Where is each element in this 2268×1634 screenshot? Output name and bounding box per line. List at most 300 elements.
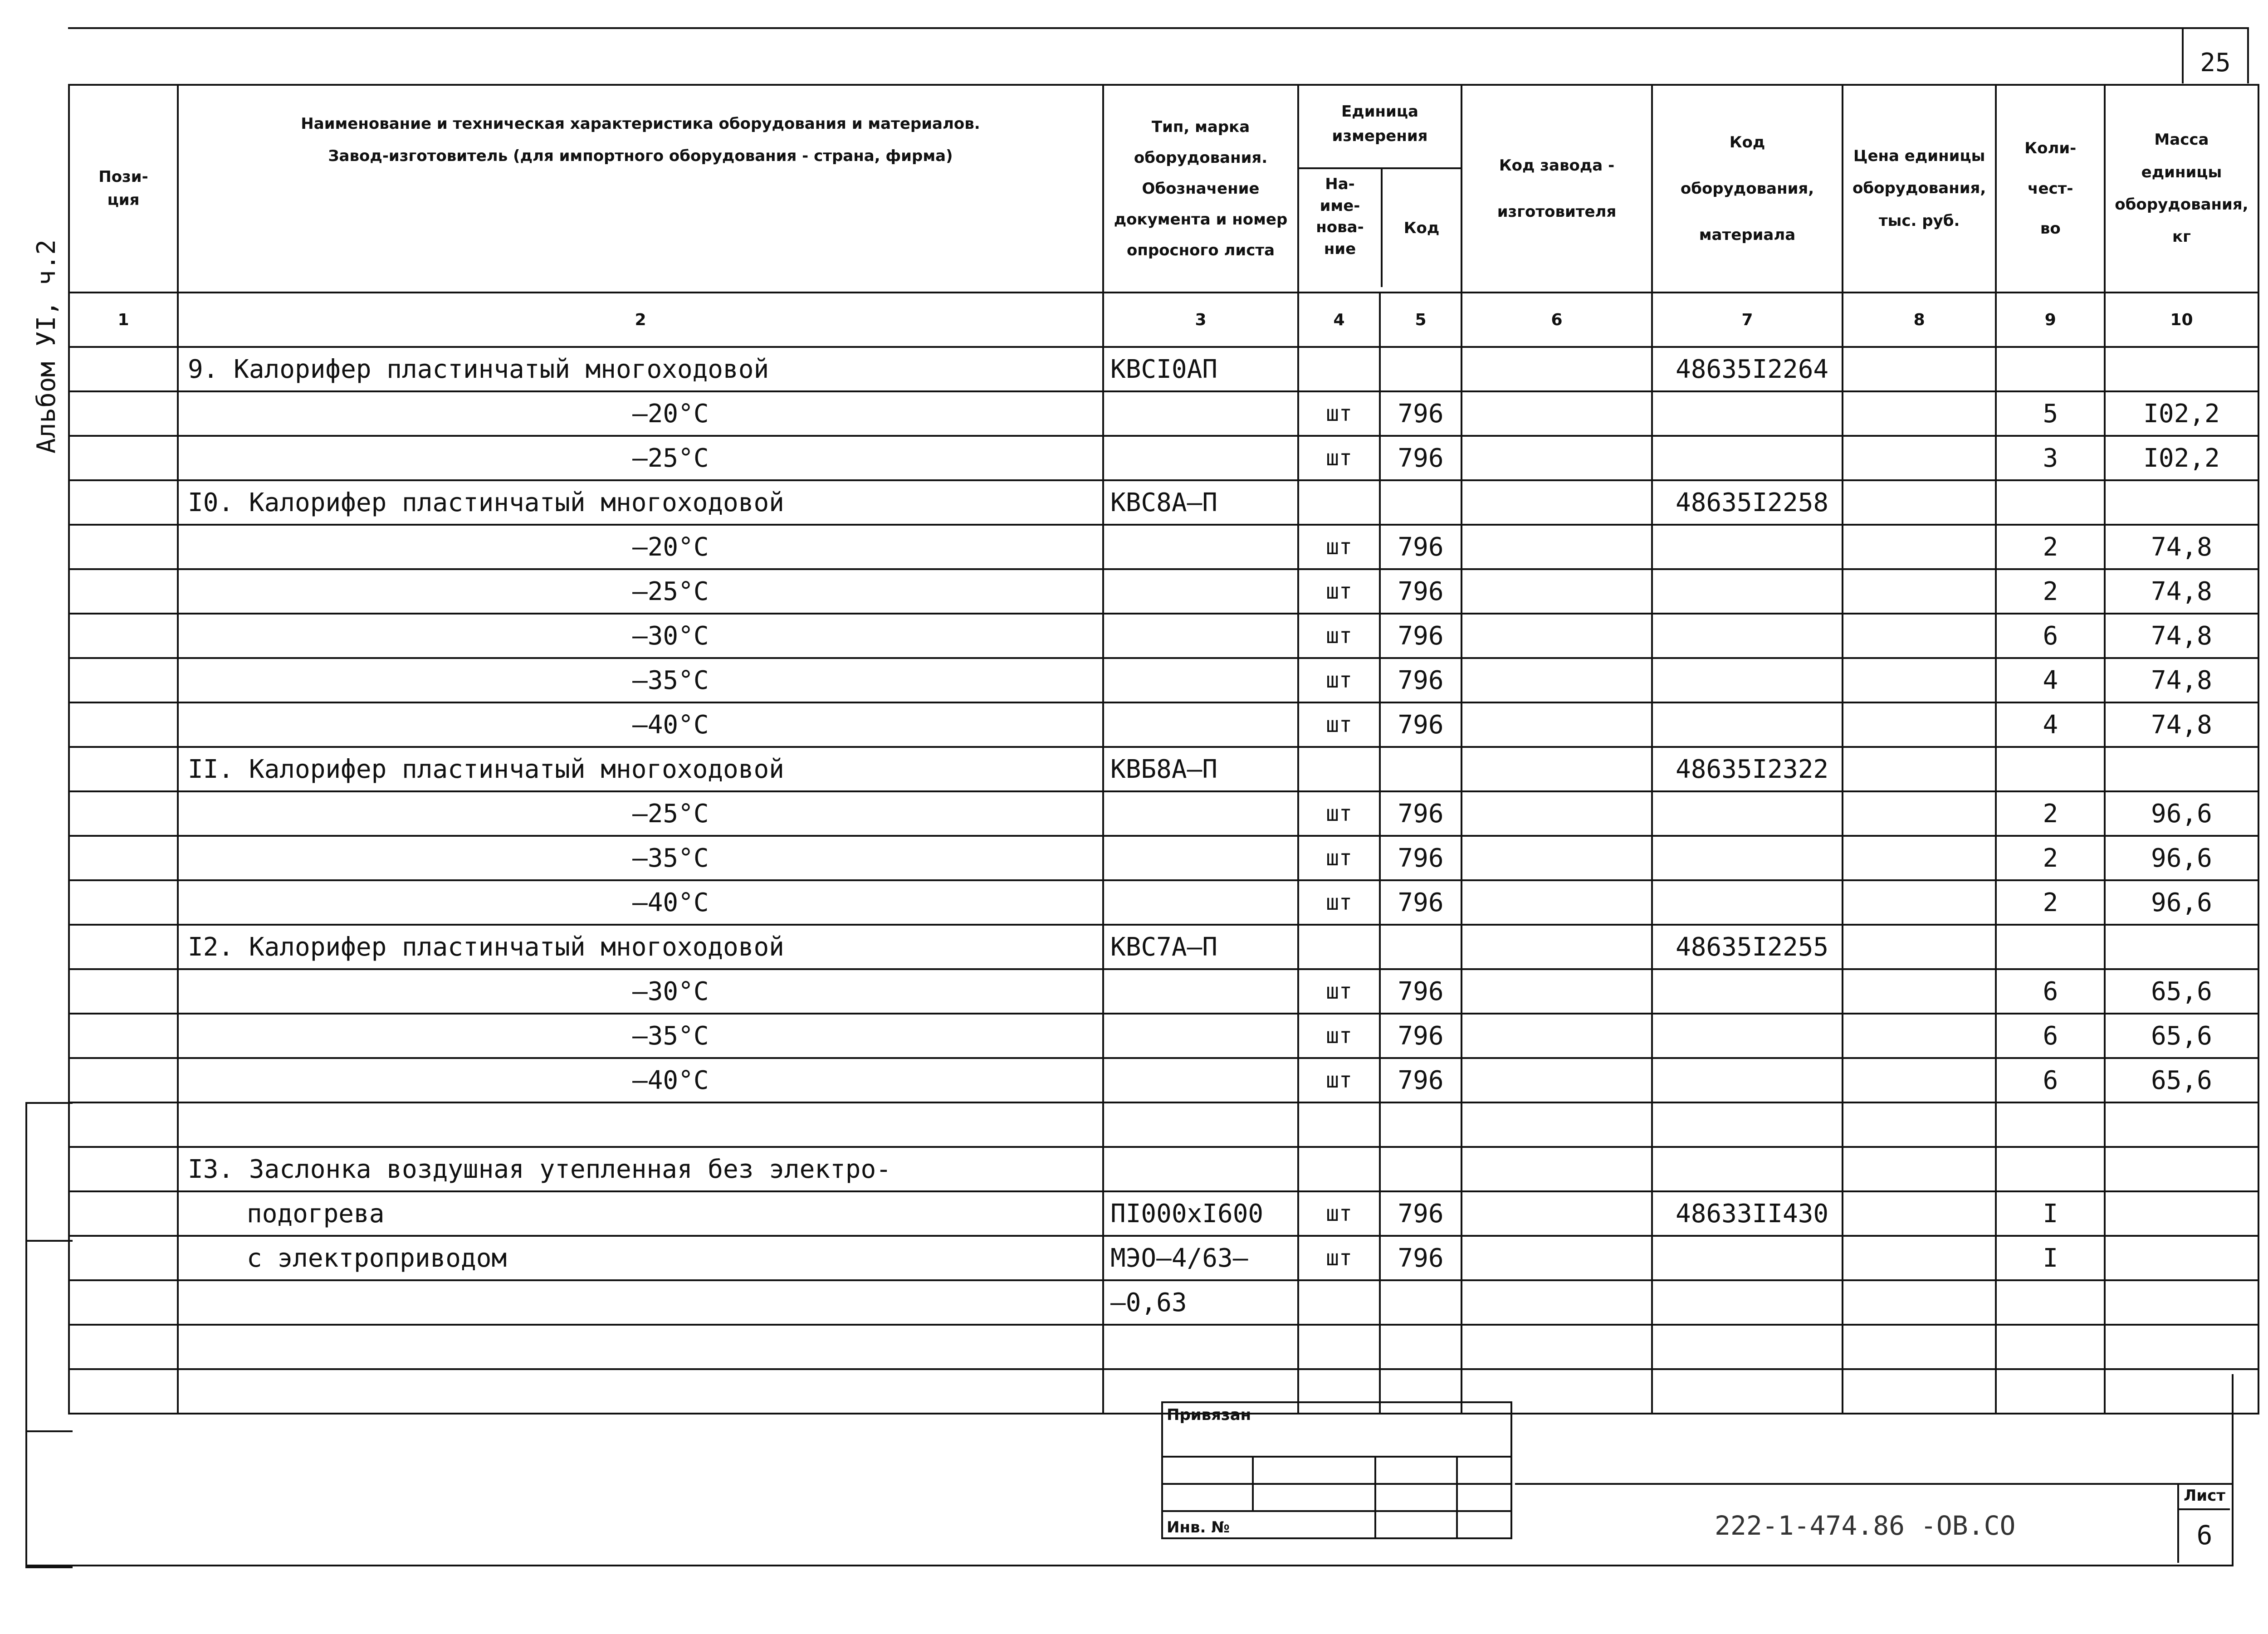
table-cell-equipment-code <box>1652 1014 1843 1058</box>
table-row <box>69 1236 2258 1280</box>
table-cell-name <box>178 747 1103 791</box>
table-cell-unit-name <box>1298 925 1380 969</box>
table-cell-price <box>1843 1058 1996 1102</box>
table-cell-name <box>178 1280 1103 1325</box>
table-cell-name-text: II. Калорифер пластинчатый многоходовой <box>188 754 784 784</box>
table-cell-unit-name <box>1298 614 1380 658</box>
table-cell-unit-code <box>1380 347 1461 391</box>
table-cell-mass <box>2105 525 2258 569</box>
table-cell-unit-name <box>1298 880 1380 925</box>
table-cell-quantity-text: 2 <box>2043 799 2058 829</box>
table-cell-price <box>1843 836 1996 880</box>
table-cell-unit-name-text: шт <box>1326 1245 1352 1271</box>
column-number: 5 <box>1380 293 1461 347</box>
table-cell-price <box>1843 1280 1996 1325</box>
table-cell-manufacturer-code <box>1461 747 1652 791</box>
table-cell-name <box>178 791 1103 836</box>
table-cell-mass <box>2105 1014 2258 1058</box>
table-cell-equipment-code <box>1652 347 1843 391</box>
table-cell-name <box>178 836 1103 880</box>
table-cell-quantity <box>1996 1147 2105 1191</box>
table-cell-unit-code <box>1380 1147 1461 1191</box>
table-cell-quantity <box>1996 791 2105 836</box>
table-cell-manufacturer-code <box>1461 1058 1652 1102</box>
table-cell-name-text: –20°С <box>632 532 709 562</box>
document-code: 222-1-474.86 -ОВ.СО <box>1715 1510 2016 1541</box>
table-row <box>69 1058 2258 1102</box>
table-cell-unit-name-text: шт <box>1326 1068 1352 1093</box>
top-frame-line <box>68 27 2182 29</box>
table-cell-mass-text: 74,8 <box>2151 576 2212 606</box>
table-cell-mass-text: 74,8 <box>2151 710 2212 740</box>
table-cell-unit-code <box>1380 391 1461 436</box>
table-cell-unit-name <box>1298 1191 1380 1236</box>
table-cell-mass <box>2105 747 2258 791</box>
table-cell-unit-name-text: шт <box>1326 890 1352 915</box>
table-cell-unit-code <box>1380 1236 1461 1280</box>
table-cell-mass <box>2105 1102 2258 1147</box>
table-cell-unit-code-text: 796 <box>1398 799 1444 829</box>
header-unit-code: Код <box>1403 219 1440 237</box>
table-cell-mass <box>2105 1325 2258 1369</box>
table-cell-unit-code-text: 796 <box>1398 710 1444 740</box>
table-cell-manufacturer-code <box>1461 569 1652 614</box>
table-cell-quantity <box>1996 836 2105 880</box>
table-cell-unit-name <box>1298 525 1380 569</box>
table-cell-unit-name <box>1298 1147 1380 1191</box>
table-cell-price <box>1843 347 1996 391</box>
page-corner-number-box <box>2182 27 2249 83</box>
table-cell-mass <box>2105 1147 2258 1191</box>
table-cell-quantity-text: 6 <box>2043 976 2058 1006</box>
table-cell-mass <box>2105 1280 2258 1325</box>
table-cell-name <box>178 1014 1103 1058</box>
table-cell-name <box>178 614 1103 658</box>
table-cell-unit-name <box>1298 1014 1380 1058</box>
table-cell-mass <box>2105 569 2258 614</box>
table-cell-type <box>1103 791 1298 836</box>
table-row <box>69 525 2258 569</box>
table-cell-unit-name-text: шт <box>1326 712 1352 737</box>
table-cell-name <box>178 880 1103 925</box>
column-number: 4 <box>1298 293 1380 347</box>
table-cell-equipment-code <box>1652 1191 1843 1236</box>
table-cell-type <box>1103 480 1298 525</box>
table-cell-quantity-text: I <box>2043 1199 2058 1229</box>
table-cell-price <box>1843 569 1996 614</box>
table-cell-type-text: КВСI0АП <box>1110 354 1218 384</box>
table-cell-name <box>178 658 1103 702</box>
table-cell-unit-name-text: шт <box>1326 1201 1352 1226</box>
table-cell-type <box>1103 1014 1298 1058</box>
table-cell-unit-name-text: шт <box>1326 579 1352 604</box>
table-cell-unit-code-text: 796 <box>1398 1065 1444 1095</box>
table-row <box>69 1325 2258 1369</box>
table-cell-type <box>1103 1236 1298 1280</box>
column-number: 10 <box>2105 293 2258 347</box>
table-cell-name <box>178 391 1103 436</box>
table-cell-type <box>1103 1147 1298 1191</box>
table-cell-name <box>178 1147 1103 1191</box>
table-cell-type <box>1103 880 1298 925</box>
table-cell-name <box>178 1058 1103 1102</box>
table-cell-unit-code <box>1380 1014 1461 1058</box>
table-cell-unit-name <box>1298 391 1380 436</box>
table-cell-equipment-code <box>1652 436 1843 480</box>
table-cell-unit-name <box>1298 658 1380 702</box>
table-cell-name-text: I3. Заслонка воздушная утепленная без электро- <box>188 1154 891 1184</box>
table-cell-name-text: –25°С <box>632 576 709 606</box>
table-row <box>69 436 2258 480</box>
table-cell-manufacturer-code <box>1461 436 1652 480</box>
table-cell-quantity <box>1996 1058 2105 1102</box>
table-cell-unit-name <box>1298 436 1380 480</box>
table-cell-position <box>69 1102 178 1147</box>
table-cell-unit-name <box>1298 1102 1380 1147</box>
column-number: 9 <box>1996 293 2105 347</box>
table-cell-unit-code <box>1380 925 1461 969</box>
table-row <box>69 1147 2258 1191</box>
table-cell-quantity <box>1996 747 2105 791</box>
table-cell-price <box>1843 1102 1996 1147</box>
table-cell-name <box>178 702 1103 747</box>
table-cell-position <box>69 1280 178 1325</box>
header-manufacturer-code: Код завода - изготовителя <box>1461 85 1652 293</box>
table-cell-equipment-code-text: 48633II430 <box>1676 1199 1829 1229</box>
table-cell-name-text: –35°С <box>632 665 709 695</box>
table-cell-unit-code-text: 796 <box>1398 976 1444 1006</box>
column-number: 6 <box>1461 293 1652 347</box>
table-row <box>69 658 2258 702</box>
table-cell-price <box>1843 1236 1996 1280</box>
table-cell-unit-code <box>1380 1058 1461 1102</box>
table-cell-equipment-code <box>1652 969 1843 1014</box>
table-cell-name-text: –25°С <box>632 799 709 829</box>
table-cell-quantity <box>1996 569 2105 614</box>
table-cell-name-text: с электроприводом <box>247 1243 507 1273</box>
table-cell-quantity <box>1996 1191 2105 1236</box>
table-cell-position <box>69 391 178 436</box>
table-cell-quantity <box>1996 436 2105 480</box>
table-cell-unit-code-text: 796 <box>1398 843 1444 873</box>
table-cell-unit-code-text: 796 <box>1398 532 1444 562</box>
table-cell-equipment-code <box>1652 925 1843 969</box>
table-row <box>69 791 2258 836</box>
table-cell-type <box>1103 658 1298 702</box>
table-cell-unit-code-text: 796 <box>1398 888 1444 917</box>
table-cell-unit-name-text: шт <box>1326 1023 1352 1049</box>
table-cell-quantity-text: 5 <box>2043 399 2058 429</box>
side-label: Альбом УI, ч.2 <box>32 239 61 454</box>
table-cell-manufacturer-code <box>1461 1325 1652 1369</box>
table-cell-type-text: ПI000хI600 <box>1110 1199 1264 1229</box>
table-cell-type <box>1103 347 1298 391</box>
table-cell-manufacturer-code <box>1461 1014 1652 1058</box>
column-number: 2 <box>178 293 1103 347</box>
table-cell-quantity <box>1996 925 2105 969</box>
sheet-number: 6 <box>2196 1520 2213 1551</box>
column-number: 3 <box>1103 293 1298 347</box>
table-row <box>69 969 2258 1014</box>
table-cell-unit-name <box>1298 569 1380 614</box>
table-cell-equipment-code-text: 48635I2255 <box>1676 932 1829 962</box>
table-cell-name <box>178 569 1103 614</box>
header-unit-name: На- име- нова- ние <box>1299 169 1383 287</box>
page-corner-number: 25 <box>2200 48 2231 78</box>
table-cell-equipment-code <box>1652 391 1843 436</box>
table-cell-mass-text: 96,6 <box>2151 799 2212 829</box>
table-row <box>69 702 2258 747</box>
table-cell-mass <box>2105 702 2258 747</box>
table-cell-position <box>69 1191 178 1236</box>
table-cell-unit-name <box>1298 1280 1380 1325</box>
table-cell-quantity <box>1996 1325 2105 1369</box>
table-cell-name <box>178 480 1103 525</box>
table-cell-quantity-text: 6 <box>2043 1065 2058 1095</box>
table-cell-unit-name-text: шт <box>1326 401 1352 426</box>
sheet-label: Лист <box>2179 1483 2230 1510</box>
table-cell-manufacturer-code <box>1461 347 1652 391</box>
table-cell-type <box>1103 1280 1298 1325</box>
table-cell-equipment-code <box>1652 747 1843 791</box>
table-cell-unit-name-text: шт <box>1326 668 1352 693</box>
table-cell-mass <box>2105 880 2258 925</box>
table-cell-unit-code <box>1380 569 1461 614</box>
table-cell-unit-name <box>1298 747 1380 791</box>
column-number: 7 <box>1652 293 1843 347</box>
table-cell-equipment-code <box>1652 569 1843 614</box>
table-cell-manufacturer-code <box>1461 702 1652 747</box>
table-cell-position <box>69 658 178 702</box>
table-cell-unit-code <box>1380 480 1461 525</box>
table-cell-type <box>1103 702 1298 747</box>
table-cell-unit-code <box>1380 1102 1461 1147</box>
table-cell-equipment-code-text: 48635I2258 <box>1676 488 1829 517</box>
table-cell-name-text: –35°С <box>632 1021 709 1051</box>
table-cell-unit-code-text: 796 <box>1398 1199 1444 1229</box>
table-cell-mass-text: 65,6 <box>2151 1065 2212 1095</box>
table-cell-price <box>1843 702 1996 747</box>
stamp-privyazan: Привязан <box>1162 1402 1511 1457</box>
table-cell-type <box>1103 525 1298 569</box>
table-cell-equipment-code <box>1652 1147 1843 1191</box>
table-cell-position <box>69 969 178 1014</box>
table-cell-equipment-code <box>1652 791 1843 836</box>
table-cell-position <box>69 747 178 791</box>
table-cell-name-text: I0. Калорифер пластинчатый многоходовой <box>188 488 784 517</box>
table-cell-unit-code <box>1380 525 1461 569</box>
table-cell-position <box>69 436 178 480</box>
table-cell-unit-code-text: 796 <box>1398 576 1444 606</box>
table-cell-quantity <box>1996 391 2105 436</box>
table-cell-mass <box>2105 925 2258 969</box>
stamp-table <box>1161 1401 1512 1539</box>
table-cell-manufacturer-code <box>1461 1102 1652 1147</box>
column-number-row <box>69 293 2258 347</box>
table-cell-name <box>178 969 1103 1014</box>
table-cell-mass-text: I02,2 <box>2143 399 2220 429</box>
table-cell-unit-name <box>1298 969 1380 1014</box>
table-cell-quantity <box>1996 347 2105 391</box>
header-position: Пози- ция <box>69 85 178 293</box>
table-cell-quantity <box>1996 702 2105 747</box>
table-cell-quantity <box>1996 1102 2105 1147</box>
header-name: Наименование и техническая характеристика оборудования и материалов. Завод-изготовитель (для импортного оборудования - страна, фирма) <box>178 85 1103 293</box>
table-cell-type <box>1103 925 1298 969</box>
table-cell-unit-name <box>1298 791 1380 836</box>
table-cell-equipment-code <box>1652 480 1843 525</box>
table-cell-type-text: –0,63 <box>1110 1288 1187 1317</box>
table-row <box>69 569 2258 614</box>
table-cell-mass-text: 96,6 <box>2151 843 2212 873</box>
table-cell-unit-code <box>1380 969 1461 1014</box>
table-cell-manufacturer-code <box>1461 880 1652 925</box>
table-cell-mass-text: 74,8 <box>2151 665 2212 695</box>
table-cell-unit-code <box>1380 836 1461 880</box>
table-cell-manufacturer-code <box>1461 480 1652 525</box>
table-cell-unit-name-text: шт <box>1326 534 1352 560</box>
column-number: 8 <box>1843 293 1996 347</box>
table-cell-type <box>1103 614 1298 658</box>
table-cell-price <box>1843 880 1996 925</box>
table-cell-mass <box>2105 658 2258 702</box>
header-quantity: Коли- чест- во <box>1996 85 2105 293</box>
table-cell-name-text: –40°С <box>632 1065 709 1095</box>
table-cell-manufacturer-code <box>1461 969 1652 1014</box>
table-cell-unit-name <box>1298 347 1380 391</box>
table-cell-equipment-code <box>1652 1236 1843 1280</box>
table-cell-equipment-code <box>1652 836 1843 880</box>
table-cell-unit-name-text: шт <box>1326 845 1352 871</box>
table-cell-quantity <box>1996 969 2105 1014</box>
table-cell-name <box>178 1325 1103 1369</box>
table-cell-unit-name <box>1298 1058 1380 1102</box>
table-cell-quantity-text: 2 <box>2043 532 2058 562</box>
table-cell-equipment-code-text: 48635I2264 <box>1676 354 1829 384</box>
stamp-separator <box>1515 1483 2232 1485</box>
table-row <box>69 747 2258 791</box>
table-cell-position <box>69 836 178 880</box>
table-cell-unit-code <box>1380 658 1461 702</box>
table-cell-mass <box>2105 969 2258 1014</box>
table-cell-manufacturer-code <box>1461 1191 1652 1236</box>
table-cell-mass-text: 74,8 <box>2151 532 2212 562</box>
table-cell-name-text: 9. Калорифер пластинчатый многоходовой <box>188 354 769 384</box>
table-cell-price <box>1843 480 1996 525</box>
table-cell-name <box>178 1191 1103 1236</box>
table-cell-quantity-text: 2 <box>2043 843 2058 873</box>
table-cell-equipment-code <box>1652 1280 1843 1325</box>
table-cell-position <box>69 1325 178 1369</box>
table-cell-type <box>1103 1102 1298 1147</box>
table-cell-equipment-code-text: 48635I2322 <box>1676 754 1829 784</box>
table-cell-unit-code <box>1380 791 1461 836</box>
table-cell-position <box>69 614 178 658</box>
table-cell-mass-text: 74,8 <box>2151 621 2212 651</box>
table-cell-manufacturer-code <box>1461 1280 1652 1325</box>
table-cell-price <box>1843 614 1996 658</box>
table-cell-name <box>178 347 1103 391</box>
table-cell-equipment-code <box>1652 1325 1843 1369</box>
table-cell-price <box>1843 525 1996 569</box>
table-cell-name-text: –30°С <box>632 976 709 1006</box>
table-cell-manufacturer-code <box>1461 525 1652 569</box>
table-cell-unit-code <box>1380 1325 1461 1369</box>
table-row <box>69 1014 2258 1058</box>
table-cell-equipment-code <box>1652 1102 1843 1147</box>
table-cell-type-text: КВС7А–П <box>1110 932 1218 962</box>
table-cell-name-text: I2. Калорифер пластинчатый многоходовой <box>188 932 784 962</box>
table-cell-type-text: КВС8А–П <box>1110 488 1218 517</box>
table-cell-mass <box>2105 436 2258 480</box>
table-cell-name-text: подогрева <box>247 1199 385 1229</box>
table-cell-price <box>1843 969 1996 1014</box>
table-cell-quantity <box>1996 480 2105 525</box>
table-cell-unit-code-text: 796 <box>1398 1243 1444 1273</box>
table-cell-type <box>1103 1325 1298 1369</box>
table-cell-mass-text: 65,6 <box>2151 976 2212 1006</box>
table-cell-unit-code-text: 796 <box>1398 1021 1444 1051</box>
header-mass: Масса единицы оборудования, кг <box>2105 85 2258 293</box>
table-cell-unit-code <box>1380 702 1461 747</box>
table-cell-name-text: –25°С <box>632 443 709 473</box>
table-cell-type <box>1103 436 1298 480</box>
table-cell-price <box>1843 747 1996 791</box>
table-row <box>69 347 2258 391</box>
table-cell-quantity <box>1996 525 2105 569</box>
table-cell-name-text: –40°С <box>632 888 709 917</box>
table-cell-mass <box>2105 791 2258 836</box>
specification-table <box>68 84 2259 1415</box>
table-cell-position <box>69 1058 178 1102</box>
table-cell-unit-code <box>1380 614 1461 658</box>
table-cell-mass <box>2105 614 2258 658</box>
table-row <box>69 880 2258 925</box>
table-cell-mass-text: 65,6 <box>2151 1021 2212 1051</box>
table-cell-position <box>69 525 178 569</box>
table-cell-unit-name-text: шт <box>1326 445 1352 471</box>
table-cell-unit-code <box>1380 1191 1461 1236</box>
table-cell-mass <box>2105 480 2258 525</box>
column-number: 1 <box>69 293 178 347</box>
table-cell-unit-code-text: 796 <box>1398 399 1444 429</box>
table-cell-unit-name-text: шт <box>1326 623 1352 649</box>
table-cell-unit-code <box>1380 880 1461 925</box>
table-cell-unit-code <box>1380 436 1461 480</box>
table-cell-quantity <box>1996 614 2105 658</box>
table-cell-type <box>1103 1058 1298 1102</box>
table-cell-equipment-code <box>1652 525 1843 569</box>
table-cell-price <box>1843 391 1996 436</box>
header-unit-group: Единица измерения На- име- нова- ние Код <box>1298 85 1461 293</box>
table-cell-quantity-text: 3 <box>2043 443 2058 473</box>
table-cell-quantity <box>1996 1014 2105 1058</box>
table-cell-position <box>69 925 178 969</box>
header-price: Цена единицы оборудования, тыс. руб. <box>1843 85 1996 293</box>
table-cell-name-text: –30°С <box>632 621 709 651</box>
table-cell-position <box>69 1147 178 1191</box>
table-cell-price <box>1843 658 1996 702</box>
table-cell-name <box>178 525 1103 569</box>
table-cell-equipment-code <box>1652 658 1843 702</box>
table-row <box>69 391 2258 436</box>
table-cell-quantity <box>1996 658 2105 702</box>
table-cell-quantity <box>1996 1280 2105 1325</box>
table-cell-unit-code-text: 796 <box>1398 665 1444 695</box>
table-cell-mass <box>2105 1191 2258 1236</box>
table-cell-position <box>69 880 178 925</box>
table-cell-position <box>69 347 178 391</box>
